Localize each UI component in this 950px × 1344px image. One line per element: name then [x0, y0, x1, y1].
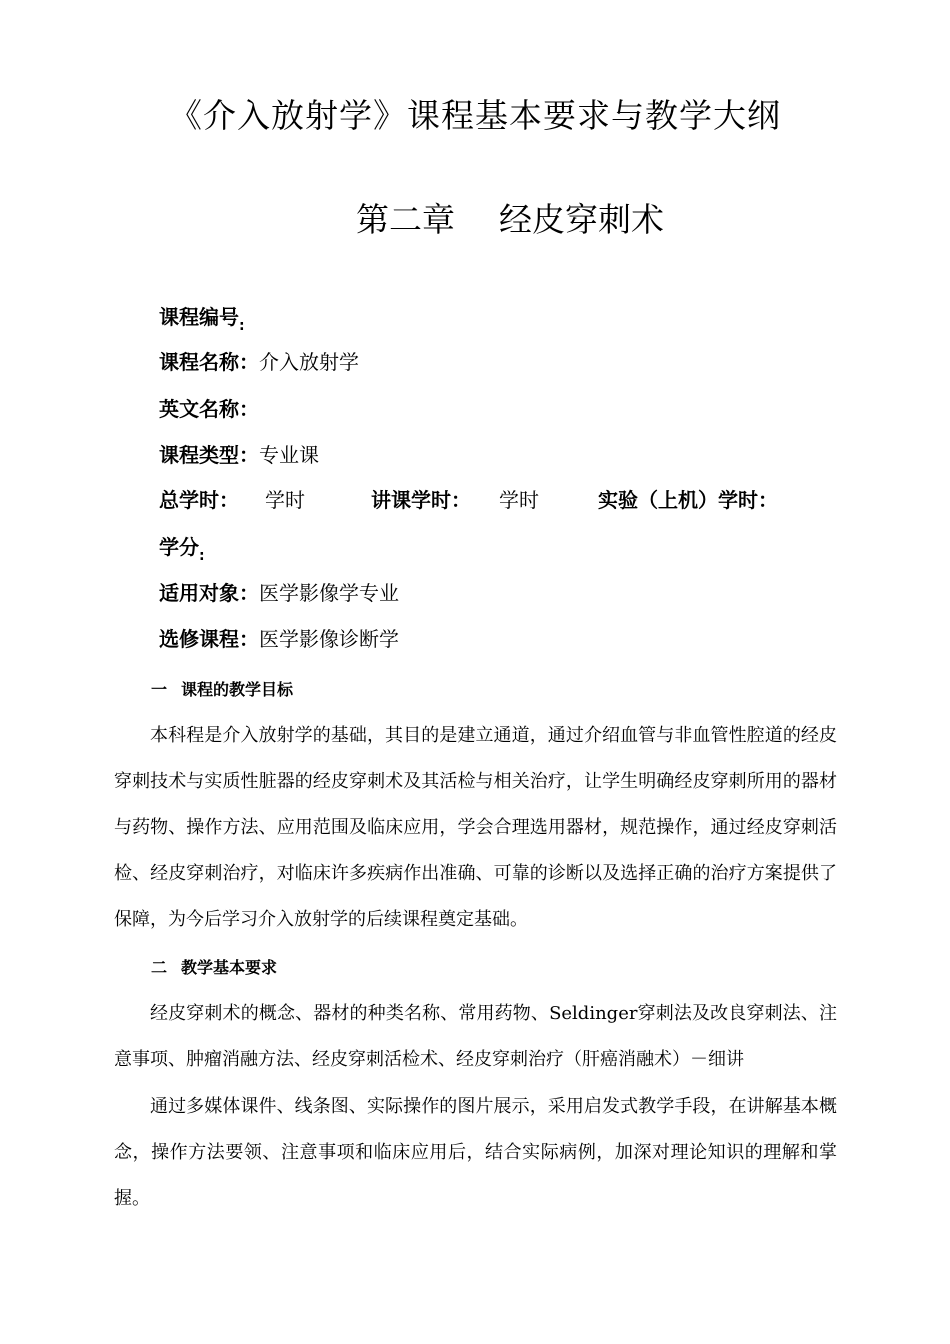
- course-name-value: 介入放射学: [259, 350, 359, 374]
- chapter-number: 第二章: [356, 200, 455, 239]
- course-name-row: [159, 347, 359, 377]
- elective-value: 医学影像诊断学: [259, 627, 399, 651]
- lab-hours-label: 实验（上机）学时：: [598, 488, 778, 512]
- paragraph: 本科程是介入放射学的基础，其目的是建立通道，通过介绍血管与非血管性腔道的经皮穿刺技术与实质性脏器的经皮穿刺术及其活检与相关治疗，让学生明确经皮穿刺所用的器材与药物、操作方法、应用范围及临床应用，学会合理选用器材，规范操作，通过经皮穿刺活检、经皮穿刺治疗，对临床许多疾病作出准确、可靠的诊断以及选择正确的治疗方案提供了保障，为今后学习介入放射学的后续课程奠定基础。: [114, 725, 837, 930]
- audience-label: 适用对象：: [159, 581, 259, 605]
- credits-label: 学分: [159, 535, 199, 559]
- section-heading: [151, 678, 293, 702]
- english-name-row: [159, 394, 259, 424]
- total-hours-label: 总学时：: [159, 488, 239, 512]
- course-code-colon: :: [239, 318, 245, 334]
- section-title: 教学基本要求: [181, 958, 278, 977]
- elective-row: [159, 624, 399, 654]
- section-heading: [151, 956, 277, 980]
- document-title: 《介入放射学》课程基本要求与教学大纲: [169, 96, 781, 135]
- english-name-label: 英文名称：: [159, 397, 259, 421]
- hours-row: [159, 485, 859, 515]
- chapter-title: [0, 196, 950, 244]
- section-number: 二: [151, 958, 168, 977]
- paragraph: 通过多媒体课件、线条图、实际操作的图片展示，采用启发式教学手段，在讲解基本概念，操作方法要领、注意事项和临床应用后，结合实际病例，加深对理论知识的理解和掌握。: [114, 1096, 837, 1209]
- chapter-name: 经皮穿刺术: [499, 200, 664, 239]
- course-name-label: 课程名称：: [159, 350, 259, 374]
- course-type-label: 课程类型：: [159, 443, 259, 467]
- course-type-row: [159, 440, 319, 470]
- course-type-value: 专业课: [259, 443, 319, 467]
- audience-row: [159, 578, 399, 608]
- elective-label: 选修课程：: [159, 627, 259, 651]
- course-code-label: 课程编号: [159, 305, 239, 329]
- credits-colon: :: [199, 548, 205, 564]
- paragraph: 经皮穿刺术的概念、器材的种类名称、常用药物、Seldinger穿刺法及改良穿刺法、注意事项、肿瘤消融方法、经皮穿刺活检术、经皮穿刺治疗（肝癌消融术）－细讲: [114, 1003, 837, 1070]
- section-title: 课程的教学目标: [181, 680, 294, 699]
- lecture-hours-unit: 学时: [499, 488, 539, 512]
- lecture-hours-label: 讲课学时：: [371, 488, 471, 512]
- course-code-row: [159, 302, 245, 341]
- total-hours-unit: 学时: [265, 488, 305, 512]
- credits-row: [159, 532, 205, 571]
- section-number: 一: [151, 680, 168, 699]
- audience-value: 医学影像学专业: [259, 581, 399, 605]
